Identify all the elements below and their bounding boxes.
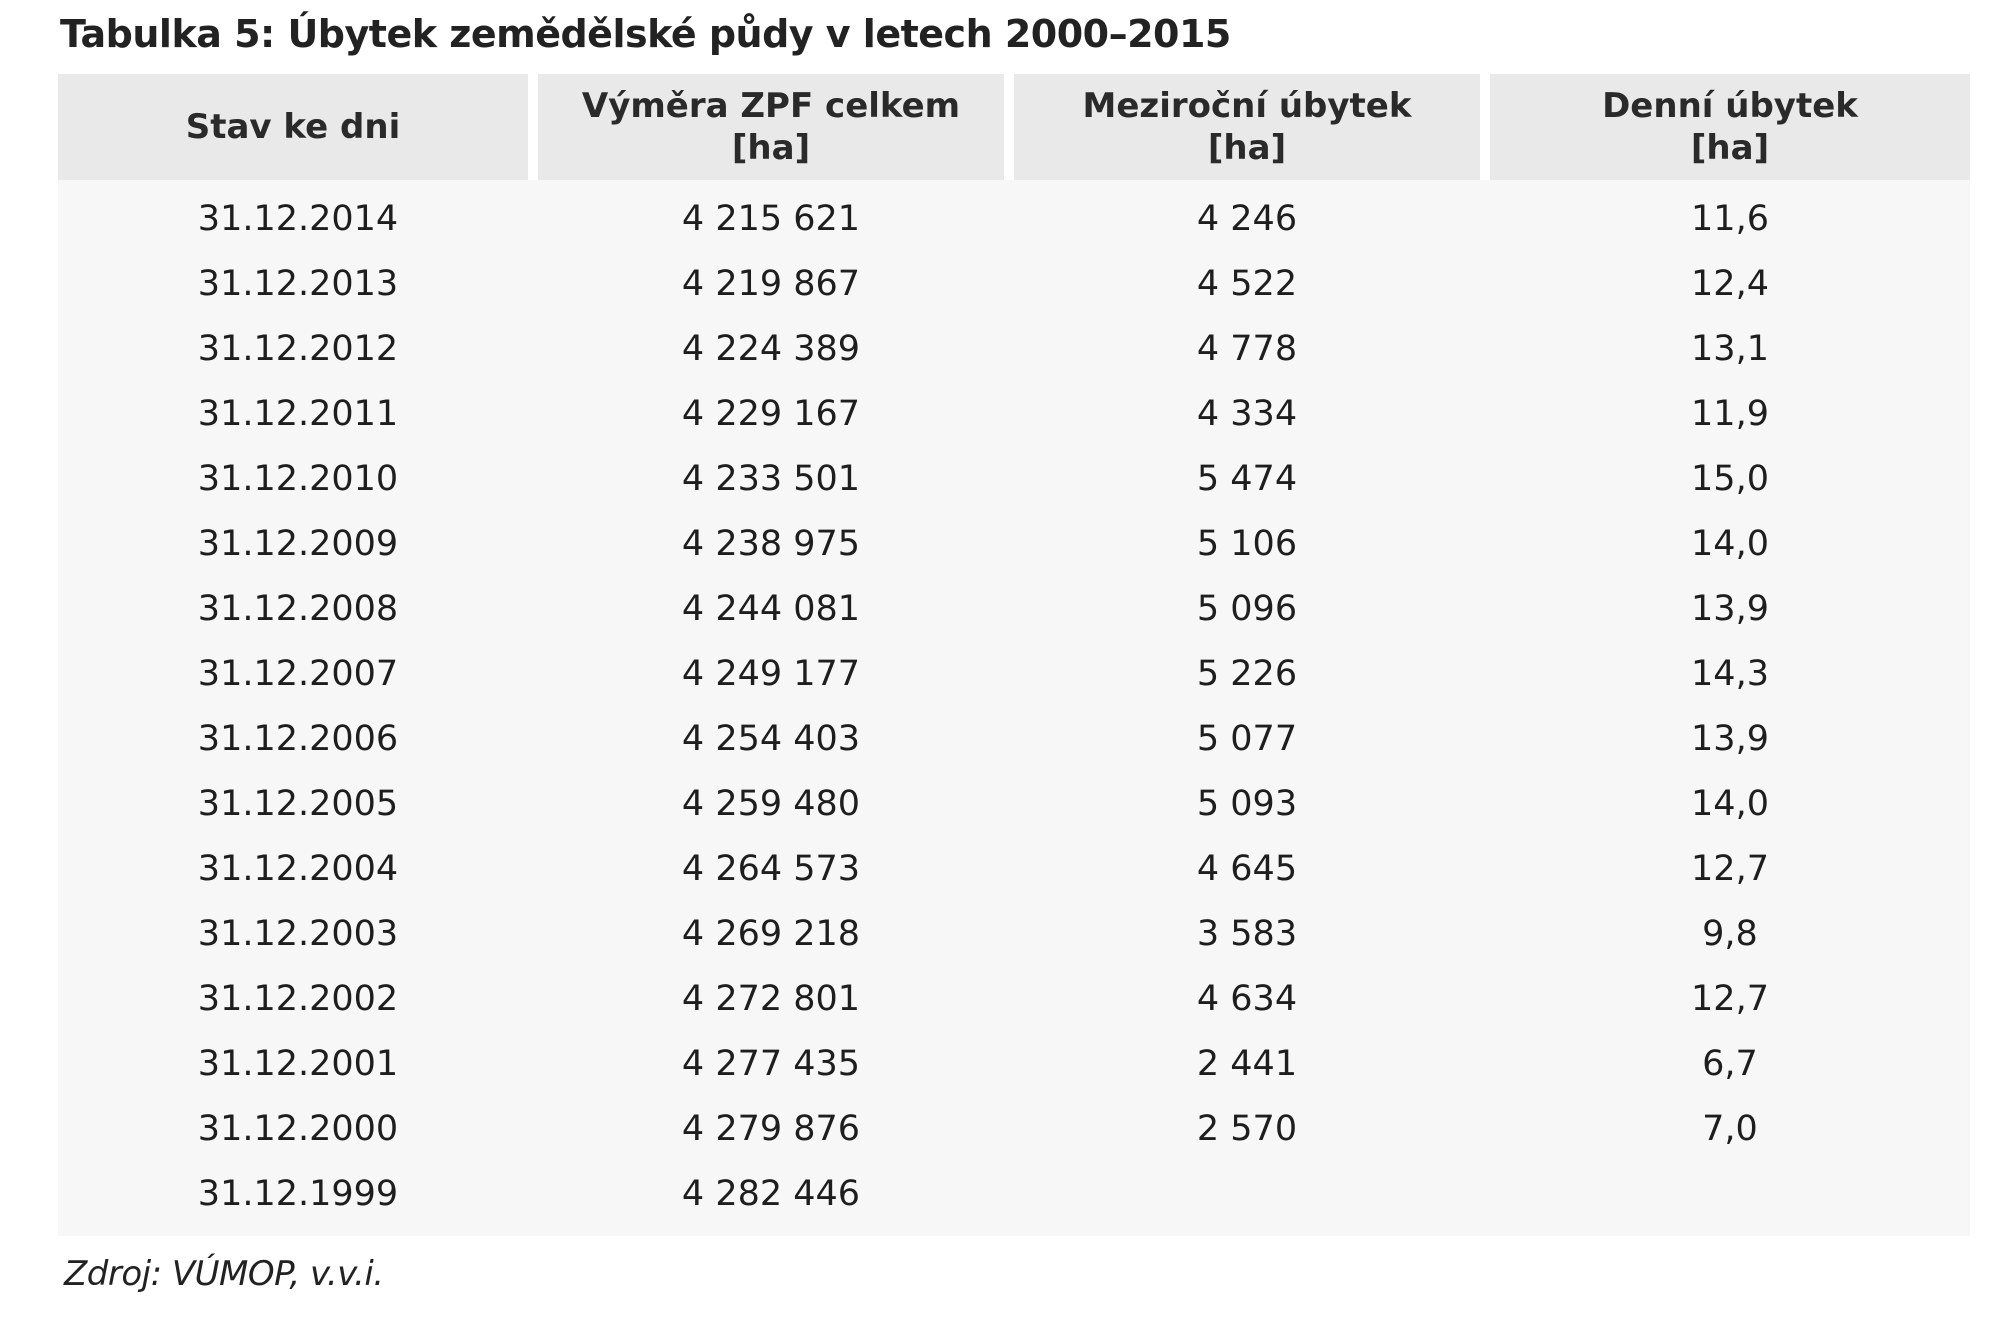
cell-date: 31.12.2013 [197, 263, 399, 304]
header-yearly-loss [1014, 74, 1480, 180]
cell-daily-loss: 14,3 [1691, 653, 1769, 694]
header-total-area [538, 74, 1004, 180]
cell-daily-loss: 9,8 [1702, 913, 1758, 954]
source-note: Zdroj: VÚMOP, v.v.i. [64, 1254, 384, 1294]
cell-yearly-loss: 5 226 [1196, 653, 1298, 694]
table-row [58, 511, 1970, 576]
cell-daily-loss: 13,1 [1691, 328, 1769, 369]
cell-date: 31.12.2011 [197, 393, 399, 434]
cell-yearly-loss: 3 583 [1196, 913, 1298, 954]
cell-daily-loss: 13,9 [1691, 588, 1769, 629]
cell-date: 31.12.2007 [197, 653, 399, 694]
table-row [58, 1161, 1970, 1226]
cell-date: 31.12.2008 [197, 588, 399, 629]
table-title: Tabulka 5: Úbytek zemědělské půdy v letech 2000–2015 [60, 12, 1231, 56]
cell-date: 31.12.2000 [197, 1108, 399, 1149]
cell-total-area: 4 238 975 [681, 523, 861, 564]
cell-yearly-loss: 4 246 [1196, 198, 1298, 239]
cell-date: 31.12.2010 [197, 458, 399, 499]
cell-yearly-loss: 4 778 [1196, 328, 1298, 369]
cell-total-area: 4 272 801 [681, 978, 861, 1019]
cell-yearly-loss: 5 474 [1196, 458, 1298, 499]
table-row [58, 446, 1970, 511]
cell-yearly-loss: 4 634 [1196, 978, 1298, 1019]
cell-date: 31.12.1999 [197, 1173, 399, 1214]
cell-total-area: 4 224 389 [681, 328, 861, 369]
table-row [58, 901, 1970, 966]
cell-total-area: 4 244 081 [681, 588, 861, 629]
table-row [58, 836, 1970, 901]
cell-total-area: 4 233 501 [681, 458, 861, 499]
header-yearly-loss-unit: [ha] [1207, 128, 1287, 168]
cell-total-area: 4 215 621 [681, 198, 861, 239]
cell-daily-loss: 15,0 [1691, 458, 1769, 499]
cell-daily-loss: 12,4 [1691, 263, 1769, 304]
cell-total-area: 4 254 403 [681, 718, 861, 759]
cell-total-area: 4 282 446 [681, 1173, 861, 1214]
cell-total-area: 4 277 435 [681, 1043, 861, 1084]
cell-daily-loss: 14,0 [1691, 523, 1769, 564]
cell-date: 31.12.2002 [197, 978, 399, 1019]
cell-daily-loss: 14,0 [1691, 783, 1769, 824]
cell-daily-loss: 6,7 [1702, 1043, 1758, 1084]
cell-total-area: 4 219 867 [681, 263, 861, 304]
cell-yearly-loss: 5 096 [1196, 588, 1298, 629]
cell-date: 31.12.2012 [197, 328, 399, 369]
table-row [58, 186, 1970, 251]
cell-yearly-loss: 4 334 [1196, 393, 1298, 434]
cell-daily-loss: 12,7 [1691, 978, 1769, 1019]
data-table [58, 74, 1970, 1236]
table-header [58, 74, 1970, 180]
header-daily-loss [1490, 74, 1970, 180]
header-total-area-label: Výměra ZPF celkem [581, 86, 961, 126]
table-row [58, 1031, 1970, 1096]
table-row [58, 771, 1970, 836]
header-daily-loss-unit: [ha] [1690, 128, 1770, 168]
cell-yearly-loss: 4 645 [1196, 848, 1298, 889]
cell-total-area: 4 264 573 [681, 848, 861, 889]
header-date [58, 74, 528, 180]
cell-total-area: 4 249 177 [681, 653, 861, 694]
header-date-label: Stav ke dni [185, 107, 401, 147]
header-total-area-unit: [ha] [731, 128, 811, 168]
table-row [58, 706, 1970, 771]
cell-date: 31.12.2009 [197, 523, 399, 564]
cell-date: 31.12.2004 [197, 848, 399, 889]
table-row [58, 316, 1970, 381]
cell-date: 31.12.2006 [197, 718, 399, 759]
cell-daily-loss: 11,6 [1691, 198, 1769, 239]
table-row [58, 251, 1970, 316]
table-row [58, 641, 1970, 706]
cell-total-area: 4 279 876 [681, 1108, 861, 1149]
cell-yearly-loss: 5 093 [1196, 783, 1298, 824]
cell-yearly-loss: 4 522 [1196, 263, 1298, 304]
table-row [58, 381, 1970, 446]
cell-date: 31.12.2001 [197, 1043, 399, 1084]
cell-date: 31.12.2014 [197, 198, 399, 239]
table-body [58, 180, 1970, 1236]
cell-daily-loss: 12,7 [1691, 848, 1769, 889]
cell-date: 31.12.2003 [197, 913, 399, 954]
table-row [58, 966, 1970, 1031]
header-yearly-loss-label: Meziroční úbytek [1082, 86, 1412, 126]
cell-date: 31.12.2005 [197, 783, 399, 824]
cell-total-area: 4 269 218 [681, 913, 861, 954]
cell-yearly-loss: 2 441 [1196, 1043, 1298, 1084]
cell-total-area: 4 259 480 [681, 783, 861, 824]
cell-yearly-loss: 2 570 [1196, 1108, 1298, 1149]
cell-daily-loss: 7,0 [1702, 1108, 1758, 1149]
cell-yearly-loss: 5 106 [1196, 523, 1298, 564]
cell-yearly-loss: 5 077 [1196, 718, 1298, 759]
table-row [58, 576, 1970, 641]
cell-total-area: 4 229 167 [681, 393, 861, 434]
cell-daily-loss: 11,9 [1691, 393, 1769, 434]
cell-daily-loss: 13,9 [1691, 718, 1769, 759]
header-daily-loss-label: Denní úbytek [1602, 86, 1858, 126]
table-row [58, 1096, 1970, 1161]
